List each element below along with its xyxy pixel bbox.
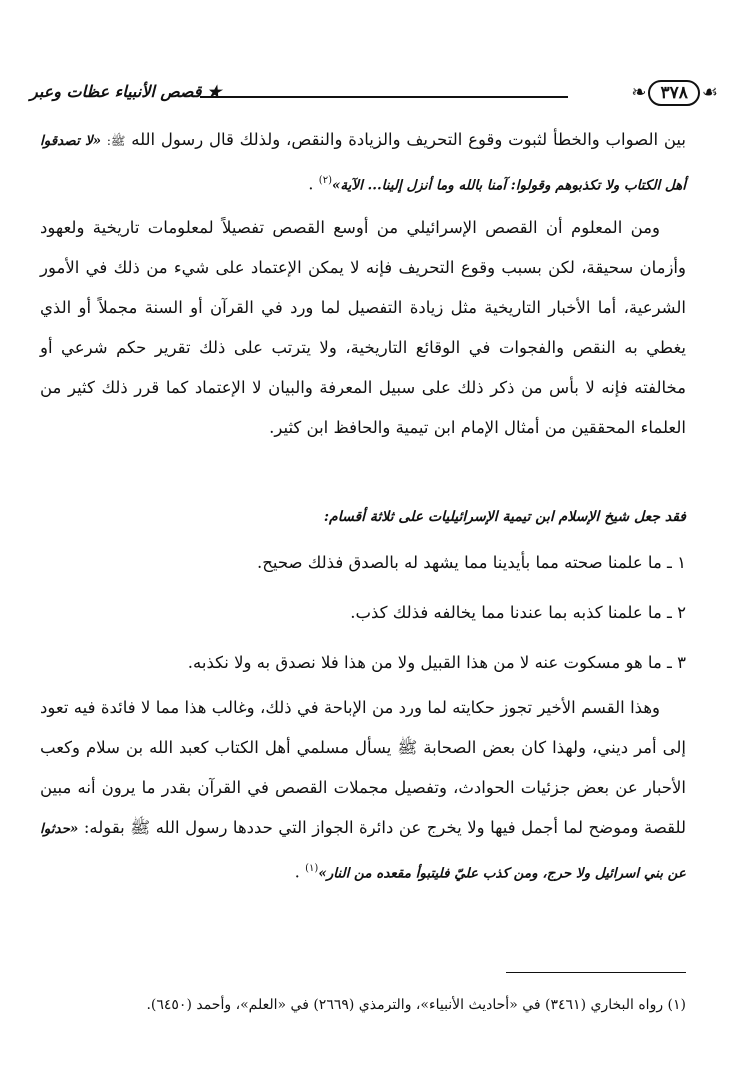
ornament-left-icon: ❧ — [631, 82, 647, 103]
text-block-2 — [40, 208, 686, 448]
section-heading-block — [40, 502, 686, 532]
page-number: ٣٧٨ — [648, 80, 699, 106]
header-rule — [200, 96, 568, 98]
paragraph-1 — [40, 120, 686, 206]
list-item-1: ١ ـ ما علمنا صحته مما بأيدينا مما يشهد له بالصدق فذلك صحيح. — [256, 553, 686, 572]
text-block-3 — [40, 688, 686, 894]
footnote-ref-2: (٢) — [318, 175, 332, 186]
hadith-quote-1: «لا تصدقوا أهل الكتاب ولا تكذبوهم وقولوا: آمنا بالله وما أنزل إلينا... الآية» — [40, 133, 686, 194]
list-item-3: ٣ ـ ما هو مسكوت عنه لا من هذا القبيل ولا من هذا فلا نصدق به ولا نكذبه. — [187, 653, 686, 672]
list-item-2: ٢ ـ ما علمنا كذبه بما عندنا مما يخالفه فذلك كذب. — [350, 603, 686, 622]
paragraph-3 — [40, 688, 686, 894]
sentence-end-2: . — [294, 862, 300, 882]
hadith-quote-2: «حدثوا عن بني اسرائيل ولا حرج، ومن كذب عليّ فليتبوأ مقعده من النار» — [40, 821, 686, 882]
paragraph-2: ومن المعلوم أن القصص الإسرائيلي من أوسع القصص تفصيلاً لمعلومات تاريخية ولعهود وأزمان سحيقة، لكن بسبب وقوع التحريف فإنه لا يمكن الإعتماد على شيء من ذلك في الأمور الشرعية، أما الأخبار التاريخية مثل زيادة التفصيل لما ورد في القرآن أو السنة مجملاً أو الذي يغطي به النقص والفجوات في الوقائع التاريخية، ولا يترتب على ذلك تقرير حكم شرعي أو مخالفته فإنه لا بأس من ذكر ذلك على سبيل المعرفة والبيان لا الإعتماد كما قرر ذلك كثير من العلماء المحققين من أمثال الإمام ابن تيمية والحافظ ابن كثير. — [40, 218, 686, 437]
honorific: ﷺ: — [106, 134, 126, 148]
footnote-separator — [506, 972, 686, 973]
running-title: ★ قصص الأنبياء عظات وعبر — [30, 82, 222, 101]
sentence-end: . — [308, 174, 314, 194]
paragraph-3-text: وهذا القسم الأخير تجوز حكايته لما ورد من الإباحة في ذلك، وغالب هذا مما لا فائدة فيه تعود إلى أمر ديني، ولهذا كان بعض الصحابة ﷺ يسأل مسلمي أهل الكتاب كعبد الله بن سلام وكعب الأحبار عن بعض جزئيات الحوادث، وتفصيل مجملات القصص في القرآن بقدر ما يرون أنه مبين للقصة وموضح لما أجمل فيها ولا يخرج عن دائرة الجواز التي حددها رسول الله ﷺ بقوله: — [40, 698, 687, 837]
section-heading: فقد جعل شيخ الإسلام ابن تيمية الإسرائيليات على ثلاثة أقسام: — [323, 509, 686, 525]
list-block — [40, 538, 686, 688]
ornament-right-icon: ☙ — [701, 82, 718, 103]
page-header — [30, 74, 718, 118]
page-number-badge — [631, 78, 718, 108]
text-block-1 — [40, 120, 686, 206]
footnote-ref-1: (١) — [305, 863, 319, 874]
footnote-1: (١) رواه البخاري (٣٤٦١) في «أحاديث الأنبياء»، والترمذي (٢٦٦٩) في «العلم»، وأحمد (٦٤٥٠). — [146, 997, 686, 1013]
paragraph-1-line: بين الصواب والخطأ لثبوت وقوع التحريف والزيادة والنقص، ولذلك قال رسول الله — [131, 130, 686, 149]
